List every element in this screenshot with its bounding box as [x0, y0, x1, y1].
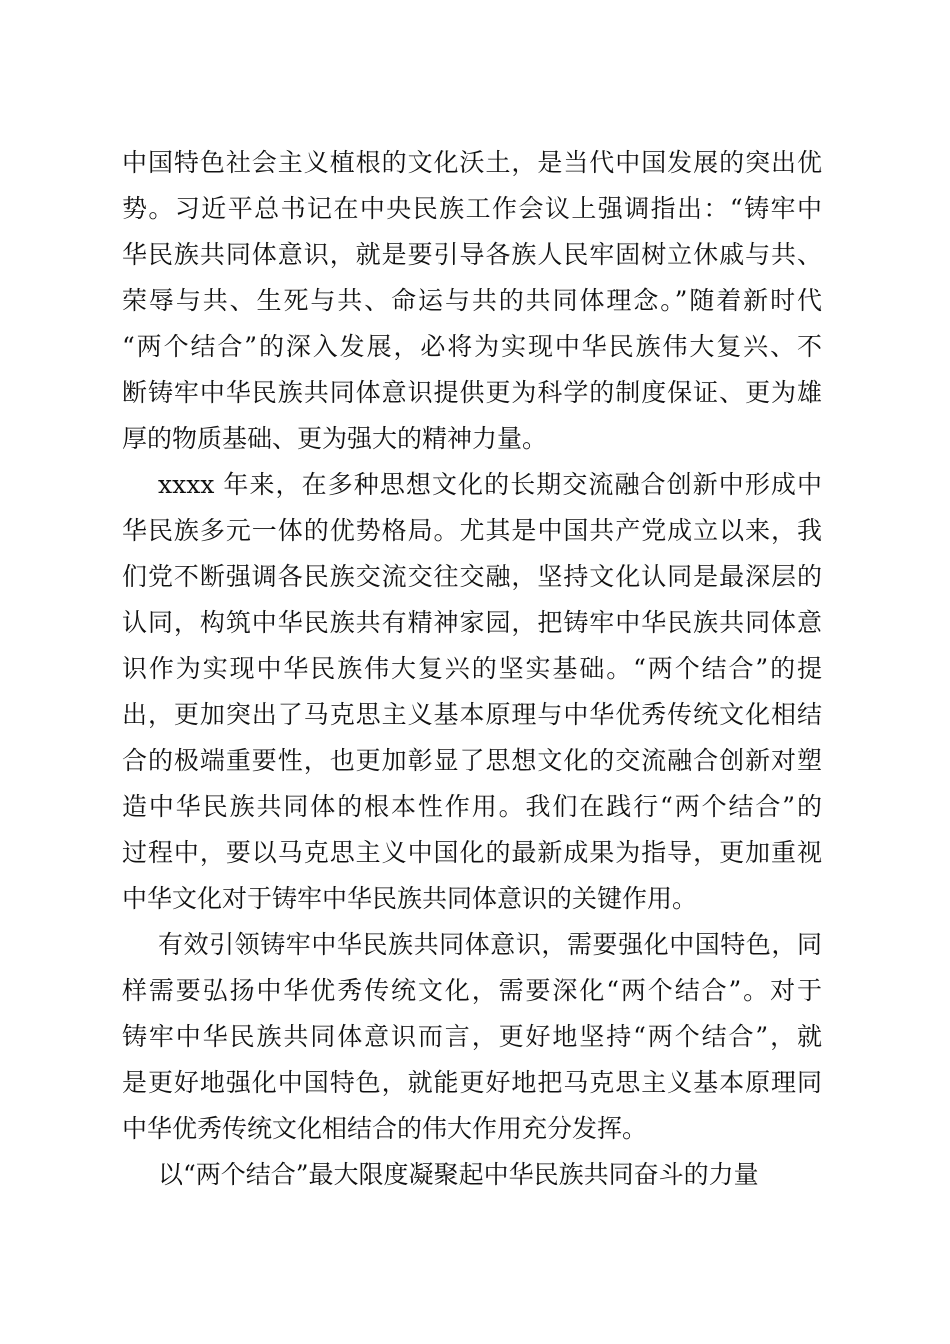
text-line: 华民族共同体意识，就是要引导各族人民牢固树立休戚与共、 — [122, 240, 822, 269]
text-line: 过程中，要以马克思主义中国化的最新成果为指导，更加重视 — [122, 838, 822, 867]
text-line: 势。习近平总书记在中央民族工作会议上强调指出：“铸牢中 — [122, 194, 822, 223]
text-line: 样需要弘扬中华优秀传统文化，需要深化“两个结合”。对于 — [122, 976, 822, 1005]
text-line: 厚的物质基础、更为强大的精神力量。 — [122, 424, 548, 453]
text-line: 中华文化对于铸牢中华民族共同体意识的关键作用。 — [122, 884, 698, 913]
text-line: 有效引领铸牢中华民族共同体意识，需要强化中国特色，同 — [158, 930, 822, 959]
text-line: 是更好地强化中国特色，就能更好地把马克思主义基本原理同 — [122, 1068, 822, 1097]
text-line: 出，更加突出了马克思主义基本原理与中华优秀传统文化相结 — [122, 700, 822, 729]
text-line: 断铸牢中华民族共同体意识提供更为科学的制度保证、更为雄 — [122, 378, 822, 407]
text-line: “两个结合”的深入发展，必将为实现中华民族伟大复兴、不 — [122, 332, 822, 361]
text-line: 造中华民族共同体的根本性作用。我们在践行“两个结合”的 — [122, 792, 822, 821]
text-line: 荣辱与共、生死与共、命运与共的共同体理念。”随着新时代 — [122, 286, 822, 315]
text-line: 认同，构筑中华民族共有精神家园，把铸牢中华民族共同体意 — [122, 608, 822, 637]
text-line: 们党不断强调各民族交流交往交融，坚持文化认同是最深层的 — [122, 562, 822, 591]
text-line: 铸牢中华民族共同体意识而言，更好地坚持“两个结合”，就 — [122, 1022, 822, 1051]
section-heading: 以“两个结合”最大限度凝聚起中华民族共同奋斗的力量 — [158, 1160, 759, 1189]
text-line: 识作为实现中华民族伟大复兴的坚实基础。“两个结合”的提 — [122, 654, 822, 683]
text-line: 中国特色社会主义植根的文化沃土，是当代中国发展的突出优 — [122, 148, 822, 177]
text-line: 中华优秀传统文化相结合的伟大作用充分发挥。 — [122, 1114, 648, 1143]
text-line: xxxx 年来，在多种思想文化的长期交流融合创新中形成中 — [158, 470, 822, 499]
text-line: 华民族多元一体的优势格局。尤其是中国共产党成立以来，我 — [122, 516, 822, 545]
text-line: 合的极端重要性，也更加彰显了思想文化的交流融合创新对塑 — [122, 746, 822, 775]
